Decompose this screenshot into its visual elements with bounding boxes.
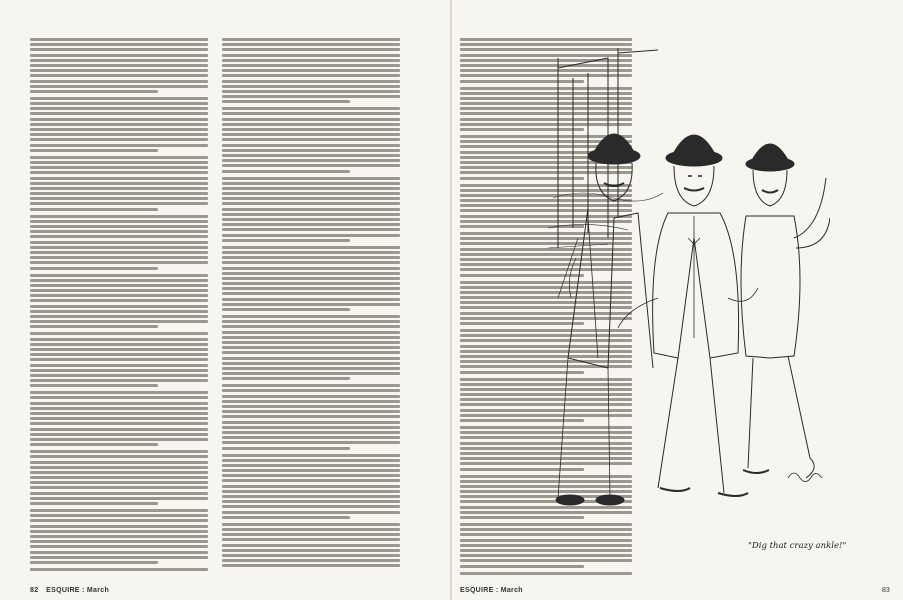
text-line bbox=[30, 284, 208, 287]
text-line bbox=[30, 208, 158, 211]
text-line bbox=[30, 519, 208, 522]
text-line bbox=[460, 572, 632, 575]
middle-man-figure bbox=[618, 135, 758, 496]
text-line bbox=[30, 294, 208, 297]
text-line bbox=[30, 492, 208, 495]
text-line bbox=[222, 351, 400, 354]
text-line bbox=[222, 133, 400, 136]
text-line bbox=[222, 107, 400, 110]
illustration-caption: "Dig that crazy ankle!" bbox=[748, 541, 847, 551]
text-line bbox=[30, 246, 208, 249]
right-man-figure bbox=[741, 144, 830, 478]
text-line bbox=[30, 461, 208, 464]
text-line bbox=[30, 197, 208, 200]
text-line bbox=[222, 282, 400, 285]
text-line bbox=[30, 138, 208, 141]
text-line bbox=[222, 367, 400, 370]
text-line bbox=[30, 384, 158, 387]
text-line bbox=[222, 405, 400, 408]
text-line bbox=[222, 234, 400, 237]
text-line bbox=[30, 310, 208, 313]
text-line bbox=[30, 374, 208, 377]
text-line bbox=[30, 235, 208, 238]
text-line bbox=[222, 447, 350, 450]
text-line bbox=[30, 530, 208, 533]
text-line bbox=[30, 102, 208, 105]
text-line bbox=[30, 133, 208, 136]
text-line bbox=[222, 341, 400, 344]
text-line bbox=[222, 495, 400, 498]
text-line bbox=[222, 213, 400, 216]
text-line bbox=[222, 138, 400, 141]
right-folio bbox=[460, 587, 523, 594]
text-line bbox=[30, 289, 208, 292]
text-line bbox=[30, 241, 208, 244]
text-line bbox=[30, 396, 208, 399]
text-line bbox=[30, 551, 208, 554]
text-line bbox=[222, 474, 400, 477]
text-line bbox=[30, 69, 208, 72]
text-line bbox=[222, 69, 400, 72]
text-line bbox=[222, 182, 400, 185]
text-line bbox=[222, 459, 400, 462]
text-line bbox=[460, 565, 584, 568]
text-line bbox=[222, 538, 400, 541]
text-line bbox=[222, 48, 400, 51]
text-line bbox=[222, 320, 400, 323]
text-line bbox=[222, 528, 400, 531]
text-line bbox=[30, 568, 208, 571]
text-line bbox=[222, 177, 400, 180]
text-line bbox=[30, 402, 208, 405]
text-line bbox=[222, 239, 350, 242]
text-line bbox=[30, 187, 208, 190]
text-line bbox=[222, 74, 400, 77]
text-line bbox=[30, 348, 208, 351]
text-line bbox=[30, 274, 208, 277]
text-line bbox=[30, 476, 208, 479]
text-line bbox=[222, 436, 400, 439]
right-running-head: ESQUIRE : March bbox=[460, 587, 523, 594]
text-line bbox=[30, 166, 208, 169]
text-line bbox=[222, 128, 400, 131]
left-page bbox=[0, 0, 450, 600]
text-line bbox=[30, 455, 208, 458]
text-line bbox=[222, 357, 400, 360]
text-line bbox=[222, 303, 400, 306]
text-line bbox=[30, 353, 208, 356]
text-line bbox=[30, 358, 208, 361]
text-line bbox=[222, 400, 400, 403]
text-line bbox=[30, 391, 208, 394]
text-line bbox=[222, 170, 350, 173]
text-line bbox=[222, 362, 400, 365]
text-line bbox=[222, 372, 400, 375]
text-line bbox=[222, 251, 400, 254]
text-line bbox=[222, 202, 400, 205]
text-line bbox=[222, 159, 400, 162]
text-line bbox=[460, 523, 632, 526]
text-line bbox=[222, 292, 400, 295]
text-line bbox=[222, 564, 400, 567]
text-line bbox=[30, 320, 208, 323]
text-line bbox=[30, 525, 208, 528]
text-line bbox=[222, 511, 400, 514]
text-line bbox=[30, 149, 158, 152]
text-line bbox=[222, 59, 400, 62]
text-line bbox=[30, 256, 208, 259]
text-line bbox=[222, 308, 350, 311]
text-line bbox=[222, 516, 350, 519]
text-line bbox=[222, 246, 400, 249]
text-line bbox=[222, 384, 400, 387]
text-line bbox=[222, 192, 400, 195]
text-line bbox=[30, 315, 208, 318]
text-line bbox=[222, 331, 400, 334]
text-line bbox=[222, 415, 400, 418]
text-line bbox=[460, 554, 632, 557]
text-line bbox=[222, 544, 400, 547]
text-line bbox=[222, 431, 400, 434]
text-line bbox=[30, 338, 208, 341]
text-line bbox=[460, 559, 632, 562]
text-line bbox=[30, 202, 208, 205]
text-line bbox=[30, 144, 208, 147]
text-line bbox=[30, 267, 158, 270]
text-line bbox=[222, 479, 400, 482]
text-line bbox=[30, 48, 208, 51]
text-line bbox=[222, 426, 400, 429]
text-line bbox=[30, 64, 208, 67]
text-line bbox=[222, 464, 400, 467]
text-line bbox=[30, 299, 208, 302]
text-line bbox=[30, 225, 208, 228]
text-line bbox=[30, 364, 208, 367]
text-line bbox=[30, 38, 208, 41]
text-line bbox=[30, 171, 208, 174]
text-line bbox=[222, 500, 400, 503]
text-line bbox=[30, 443, 158, 446]
text-line bbox=[222, 228, 400, 231]
text-line bbox=[222, 559, 400, 562]
text-line bbox=[222, 377, 350, 380]
text-line bbox=[30, 305, 208, 308]
text-line bbox=[30, 556, 208, 559]
text-line bbox=[222, 469, 400, 472]
right-page-number: 83 bbox=[882, 587, 890, 594]
text-line bbox=[30, 59, 208, 62]
text-line bbox=[222, 298, 400, 301]
text-line bbox=[222, 223, 400, 226]
text-line bbox=[30, 220, 208, 223]
text-line bbox=[30, 433, 208, 436]
text-line bbox=[222, 261, 400, 264]
text-line bbox=[30, 407, 208, 410]
text-line bbox=[30, 450, 208, 453]
text-line bbox=[460, 539, 632, 542]
text-line bbox=[30, 230, 208, 233]
text-line bbox=[222, 421, 400, 424]
text-line bbox=[30, 177, 208, 180]
text-line bbox=[222, 533, 400, 536]
text-line bbox=[30, 192, 208, 195]
text-line bbox=[30, 112, 208, 115]
text-line bbox=[222, 164, 400, 167]
text-line bbox=[30, 417, 208, 420]
text-line bbox=[222, 112, 400, 115]
text-line bbox=[30, 279, 208, 282]
text-line bbox=[30, 545, 208, 548]
text-line bbox=[30, 514, 208, 517]
text-line bbox=[222, 118, 400, 121]
text-line bbox=[222, 277, 400, 280]
text-line bbox=[222, 346, 400, 349]
text-line bbox=[222, 197, 400, 200]
text-line bbox=[30, 561, 158, 564]
illustration-svg bbox=[548, 38, 830, 508]
text-line bbox=[30, 118, 208, 121]
text-line bbox=[30, 497, 208, 500]
text-line bbox=[30, 123, 208, 126]
text-line bbox=[30, 422, 208, 425]
text-line bbox=[222, 100, 350, 103]
text-line bbox=[222, 336, 400, 339]
text-line bbox=[30, 481, 208, 484]
text-line bbox=[222, 85, 400, 88]
text-line bbox=[222, 395, 400, 398]
text-line bbox=[222, 54, 400, 57]
text-line bbox=[30, 471, 208, 474]
text-line bbox=[222, 149, 400, 152]
text-line bbox=[222, 549, 400, 552]
text-line bbox=[30, 369, 208, 372]
left-page-number: 82 bbox=[30, 587, 39, 594]
text-line bbox=[222, 208, 400, 211]
text-line bbox=[460, 549, 632, 552]
text-line bbox=[222, 315, 400, 318]
text-line bbox=[222, 80, 400, 83]
text-line bbox=[30, 107, 208, 110]
text-line bbox=[460, 544, 632, 547]
text-line bbox=[222, 490, 400, 493]
text-line bbox=[222, 389, 400, 392]
text-line bbox=[222, 485, 400, 488]
left-folio bbox=[30, 587, 109, 594]
text-line bbox=[222, 523, 400, 526]
left-column-2-text bbox=[222, 38, 400, 586]
text-line bbox=[30, 325, 158, 328]
text-line bbox=[222, 441, 400, 444]
text-line bbox=[222, 287, 400, 290]
left-man-figure bbox=[556, 134, 653, 505]
text-line bbox=[222, 64, 400, 67]
text-line bbox=[222, 325, 400, 328]
text-line bbox=[222, 410, 400, 413]
text-line bbox=[222, 90, 400, 93]
text-line bbox=[30, 540, 208, 543]
text-line bbox=[30, 535, 208, 538]
text-line bbox=[222, 256, 400, 259]
text-line bbox=[30, 182, 208, 185]
text-line bbox=[30, 90, 158, 93]
text-line bbox=[30, 438, 208, 441]
left-running-head: ESQUIRE : March bbox=[46, 587, 110, 594]
text-line bbox=[222, 43, 400, 46]
text-line bbox=[460, 533, 632, 536]
text-line bbox=[30, 502, 158, 505]
text-line bbox=[30, 379, 208, 382]
pen-and-ink-illustration bbox=[548, 38, 830, 508]
text-line bbox=[222, 144, 400, 147]
text-line bbox=[30, 54, 208, 57]
text-line bbox=[222, 272, 400, 275]
text-line bbox=[222, 267, 400, 270]
text-line bbox=[30, 261, 208, 264]
artist-signature bbox=[788, 473, 822, 482]
text-line bbox=[30, 97, 208, 100]
text-line bbox=[30, 215, 208, 218]
text-line bbox=[222, 505, 400, 508]
text-line bbox=[460, 528, 632, 531]
text-line bbox=[30, 332, 208, 335]
text-line bbox=[222, 218, 400, 221]
text-line bbox=[222, 187, 400, 190]
text-line bbox=[30, 74, 208, 77]
text-line bbox=[30, 128, 208, 131]
left-column-1-text bbox=[30, 38, 208, 586]
text-line bbox=[30, 161, 208, 164]
text-line bbox=[30, 251, 208, 254]
text-line bbox=[30, 509, 208, 512]
text-line bbox=[460, 516, 584, 519]
text-line bbox=[222, 154, 400, 157]
text-line bbox=[222, 454, 400, 457]
text-line bbox=[222, 95, 400, 98]
text-line bbox=[30, 412, 208, 415]
text-line bbox=[222, 554, 400, 557]
text-line bbox=[460, 511, 632, 514]
text-line bbox=[30, 466, 208, 469]
text-line bbox=[30, 486, 208, 489]
text-line bbox=[222, 38, 400, 41]
text-line bbox=[30, 80, 208, 83]
text-line bbox=[30, 428, 208, 431]
text-line bbox=[30, 43, 208, 46]
text-line bbox=[30, 343, 208, 346]
background-crowd-hatching bbox=[548, 193, 663, 248]
text-line bbox=[30, 156, 208, 159]
text-line bbox=[30, 85, 208, 88]
text-line bbox=[222, 123, 400, 126]
